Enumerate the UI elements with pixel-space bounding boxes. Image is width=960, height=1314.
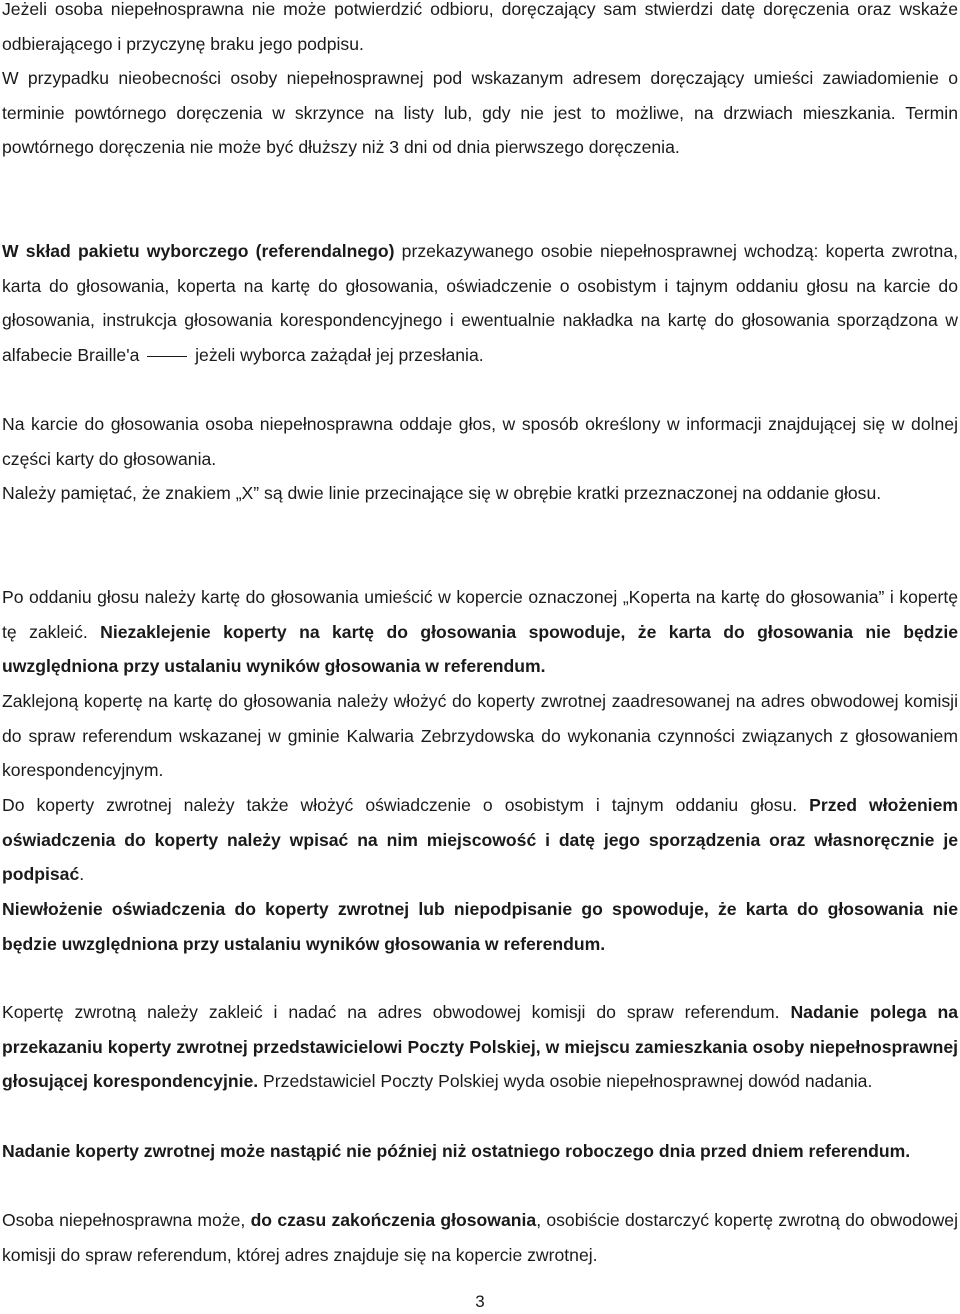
paragraph-delivery-confirmation — [2, 0, 958, 61]
text: Do koperty zwrotnej należy także włożyć oświadczenie o osobistym i tajnym oddaniu głosu. — [2, 795, 810, 815]
text: Po oddaniu głosu należy kartę do głosowania umieścić w kopercie oznaczonej „Koperta na kartę do głosowania” i kopertę tę zakleić. — [2, 587, 958, 642]
text: Osoba niepełnosprawna może, — [2, 1210, 251, 1230]
text: . — [79, 864, 85, 885]
paragraph-voting-card — [2, 407, 958, 476]
bold-text: Przed włożeniem oświadczenia do koperty należy wpisać na nim miejscowość i datę jego sporządzenia oraz własnoręcznie je podpisać — [2, 795, 959, 885]
paragraph-x-mark — [2, 476, 958, 511]
text: Jeżeli osoba niepełnosprawna nie może potwierdzić odbioru, doręczający sam stwierdzi datę doręczenia oraz wskaże odbierającego i przyczynę braku jego podpisu. — [2, 0, 958, 54]
text: przekazywanego osobie niepełnosprawnej wchodzą: koperta zwrotna, karta do głosowania, koperta na kartę do głosowania, oświadczenie o osobistym i tajnym oddaniu głosu na karcie do głosowania, instrukcja głosowania korespondencyjnego i ewentualnie nakładka na kartę do głosowania sporządzona w alfabecie Braille'a — [2, 241, 958, 365]
text: , osobiście dostarczyć kopertę zwrotną do obwodowej komisji do spraw referendum, której adres znajduje się na kopercie zwrotnej. — [2, 1210, 958, 1265]
paragraph-package-contents — [2, 234, 958, 372]
bold-text: do czasu zakończenia głosowania — [250, 1210, 537, 1230]
text: Kopertę zwrotną należy zakleić i nadać na adres obwodowej komisji do spraw referendum. — [2, 1002, 791, 1022]
paragraph-sending — [2, 995, 958, 1099]
paragraph-deadline — [2, 1134, 958, 1169]
bold-text: Niewłożenie oświadczenia do koperty zwrotnej lub niepodpisanie go spowoduje, że karta do głosowania nie będzie uwzględniona przy ustalaniu wyników głosowania w referendum. — [2, 899, 958, 954]
bold-text: Nadanie polega na przekazaniu koperty zwrotnej przedstawicielowi Poczty Polskiej, w miejscu zamieszkania osoby niepełnosprawnej głosującej korespondencyjnie. — [2, 1002, 958, 1092]
page-number: 3 — [475, 1292, 485, 1311]
paragraph-return-envelope — [2, 684, 958, 788]
paragraph-missing-declaration — [2, 892, 958, 961]
text: Należy pamiętać, że znakiem „X” są dwie linie przecinające się w obrębie kratki przeznaczonej na oddanie głosu. — [2, 483, 882, 503]
text: Zaklejoną kopertę na kartę do głosowania należy włożyć do koperty zwrotnej zaadresowanej na adres obwodowej komisji do spraw referendum wskazanej w gminie Kalwaria Zebrzydowska do wykonania czynności związanych z głosowaniem korespondencyjnym. — [2, 691, 958, 781]
paragraph-seal-envelope — [2, 580, 958, 684]
bold-text: Nadanie koperty zwrotnej może nastąpić nie później niż ostatniego roboczego dnia przed dniem referendum. — [2, 1141, 911, 1161]
dash — [147, 356, 187, 357]
text: W przypadku nieobecności osoby niepełnosprawnej pod wskazanym adresem doręczający umieści zawiadomienie o terminie powtórnego doręczenia w skrzynce na listy lub, gdy nie jest to możliwe, na drzwiach mieszkania. Termin powtórnego doręczenia nie może być dłuższy niż 3 dni od dnia pierwszego doręczenia. — [2, 68, 958, 158]
paragraph-declaration — [2, 788, 958, 892]
text: Na karcie do głosowania osoba niepełnosprawna oddaje głos, w sposób określony w informacji znajdującej się w dolnej części karty do głosowania. — [2, 414, 958, 469]
paragraph-personal-delivery — [2, 1203, 958, 1272]
text: jeżeli wyborca zażądał jej przesłania. — [190, 344, 484, 365]
paragraph-absence-notice — [2, 61, 958, 165]
bold-text: W skład pakietu wyborczego (referendalnego) — [2, 241, 395, 261]
bold-text: Niezaklejenie koperty na kartę do głosowania spowoduje, że karta do głosowania nie będzie uwzględniona przy ustalaniu wyników głosowania w referendum. — [2, 621, 958, 677]
text: Przedstawiciel Poczty Polskiej wyda osobie niepełnosprawnej dowód nadania. — [258, 1071, 873, 1092]
